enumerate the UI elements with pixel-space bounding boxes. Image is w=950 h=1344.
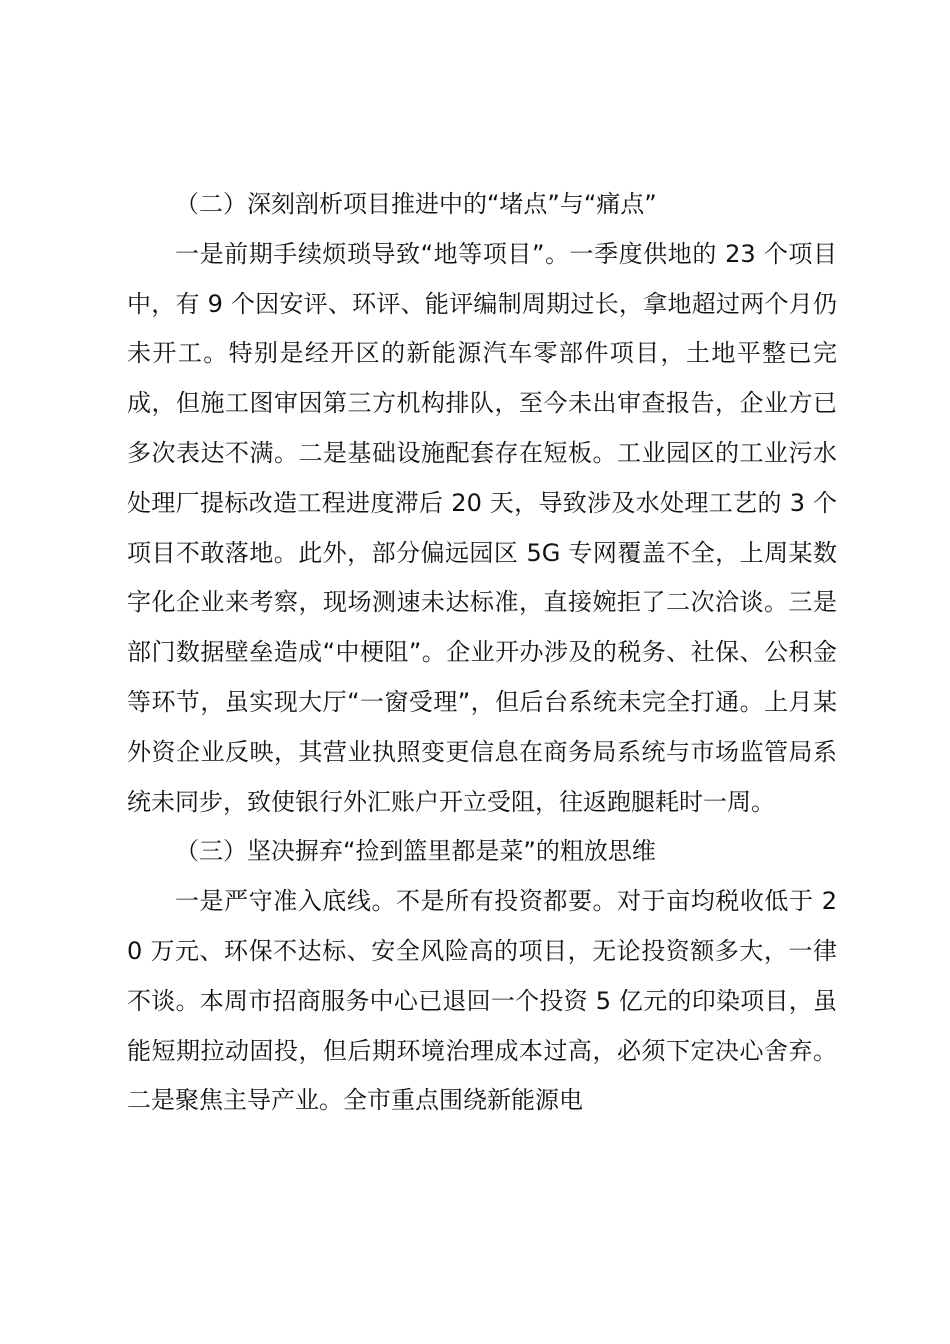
body-paragraph-1: 一是前期手续烦琐导致“地等项目”。一季度供地的 23 个项目中，有 9 个因安评、环评、能评编制周期过长，拿地超过两个月仍未开工。特别是经开区的新能源汽车零部件项目，土地平整已完成，但施工图审因第三方机构排队，至今未出审查报告，企业方已多次表达不满。二是基础设施配套存在短板。工业园区的工业污水处理厂提标改造工程进度滞后 20 天，导致涉及水处理工艺的 3 个项目不敢落地。此外，部分偏远园区 5G 专网覆盖不全，上周某数字化企业来考察，现场测速未达标准，直接婉拒了二次洽谈。三是部门数据壁垒造成“中梗阻”。企业开办涉及的税务、社保、公积金等环节，虽实现大厅“一窗受理”，但后台系统未完全打通。上月某外资企业反映，其营业执照变更信息在商务局系统与市场监管局系统未同步，致使银行外汇账户开立受阻，往返跑腿耗时一周。 (127, 239, 837, 816)
document-body (127, 180, 837, 1126)
body-paragraph-2: 一是严守准入底线。不是所有投资都要。对于亩均税收低于 20 万元、环保不达标、安全风险高的项目，无论投资额多大，一律不谈。本周市招商服务中心已退回一个投资 5 亿元的印染项目，虽能短期拉动固投，但后期环境治理成本过高，必须下定决心舍弃。二是聚焦主导产业。全市重点围绕新能源电 (127, 887, 837, 1115)
section-heading-2: （二）深刻剖析项目推进中的“堵点”与“痛点” (175, 190, 657, 218)
section-heading-3: （三）坚决摒弃“捡到篮里都是菜”的粗放思维 (175, 837, 656, 866)
